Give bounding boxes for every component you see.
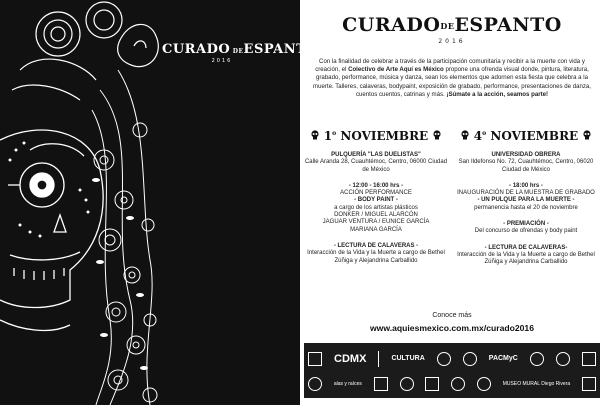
day-1-date: 1$^o$ NOVIEMBRE (304, 126, 448, 144)
city-emblem-icon (308, 352, 322, 366)
artwork-year: 2016 (211, 58, 233, 64)
intro-paragraph: Con la finalidad de celebrar a través de la participación comunitaria y recibir a la muerte con vida y creación, el Colectivo de Arte Aquí es México propone una ofrenda visual donde, pintura, literatura, grabado, performance, música y danza, sean los elementos que adornen esta fiesta que celebra a la muerte. Talleres, calaveras, bodypaint, exposición de grabado, performance, presentaciones de danza, cuentos cuentos, catrinas y más. ¡Súmate a la acción, seamos parte! (313, 58, 591, 98)
website-link[interactable]: www.aquiesmexico.com.mx/curado2016 (370, 323, 534, 333)
day-2-date: 4$^o$ NOVIEMBRE (454, 126, 598, 144)
day-2-column (454, 126, 598, 267)
sponsor-logo-icon (582, 352, 596, 366)
alas-y-raices-logo: alas y raíces (333, 381, 362, 387)
skull-icon (311, 130, 319, 140)
day-1-address: Calle Aranda 28, Cuauhtémoc, Centro, 06000 Ciudad de México (304, 159, 448, 173)
sponsor-row-2 (308, 373, 596, 395)
sponsor-logo-icon (374, 377, 388, 391)
sponsor-logo-icon (582, 377, 596, 391)
day-1-program: - 12:00 - 16:00 hrs - ACCIÓN PERFORMANCE - BODY PAINT - a cargo de los artistas plásticos DONKER / MIGUEL ALARCÓN JAGUAR VENTURA / EUNICE GARCÍA MARIANA GARCÍA (322, 182, 430, 233)
day-1-venue: PULQUERÍA "LAS DUELISTAS" (331, 152, 421, 158)
day-2-venue: UNIVERSIDAD OBRERA (491, 152, 561, 158)
day-1-column (304, 126, 448, 265)
poster-info (304, 0, 600, 405)
poster-year: 2016 (438, 38, 466, 45)
government-seal-icon (437, 352, 451, 366)
day-2-address: San Ildefonso No. 72, Cuauhtémoc, Centro, 06020 Ciudad de México (458, 159, 594, 173)
sponsor-seal-icon (308, 377, 322, 391)
poster-title: CURADODEESPANTO (342, 14, 562, 36)
museo-mural-logo: MUSEO MURAL Diego Rivera (502, 381, 571, 387)
more-info-label: Conoce más (432, 312, 472, 319)
collective-name: Colectivo de Arte Aquí es México (348, 66, 444, 74)
day-2-awards: - PREMIACIÓN - Del concurso de ofrendas y body paint (474, 221, 578, 235)
museum-seal-icon (400, 377, 414, 391)
day-2-program: - 18:00 hrs - INAUGURACIÓN DE LA MUESTRA DE GRABADO - UN PULQUE PARA LA MUERTE - permanencia hasta el 20 de noviembre (457, 182, 595, 211)
sponsor-seal-icon (451, 377, 465, 391)
sponsor-bar (304, 343, 600, 398)
call-to-action: ¡Súmate a la acción, seamos parte! (446, 90, 549, 98)
sponsor-seal-icon (477, 377, 491, 391)
sponsor-row-1 (308, 348, 596, 370)
pacmyc-logo: PACMyC (488, 355, 518, 362)
university-seal-icon (530, 352, 544, 366)
skull-icon (433, 130, 441, 140)
day-1-reading: - LECTURA DE CALAVERAS - Interacción de la Vida y la Muerte a cargo de Bethel Zúñiga y Alejandrina Carballido (307, 242, 445, 264)
divider (378, 351, 379, 367)
skull-icon (461, 130, 469, 140)
sponsor-logo-icon (425, 377, 439, 391)
institution-seal-icon (463, 352, 477, 366)
skull-icon (583, 130, 591, 140)
cdmx-logo: CDMX (334, 353, 367, 365)
artwork-title: CURADO DEESPANTO (162, 42, 319, 57)
collective-seal-icon (556, 352, 570, 366)
day-2-reading: - LECTURA DE CALAVERAS- Interacción de la Vida y la Muerte a cargo de Bethel Zúñiga y Alejandrina Carballido (457, 244, 595, 266)
cultura-logo: CULTURA (391, 355, 425, 362)
